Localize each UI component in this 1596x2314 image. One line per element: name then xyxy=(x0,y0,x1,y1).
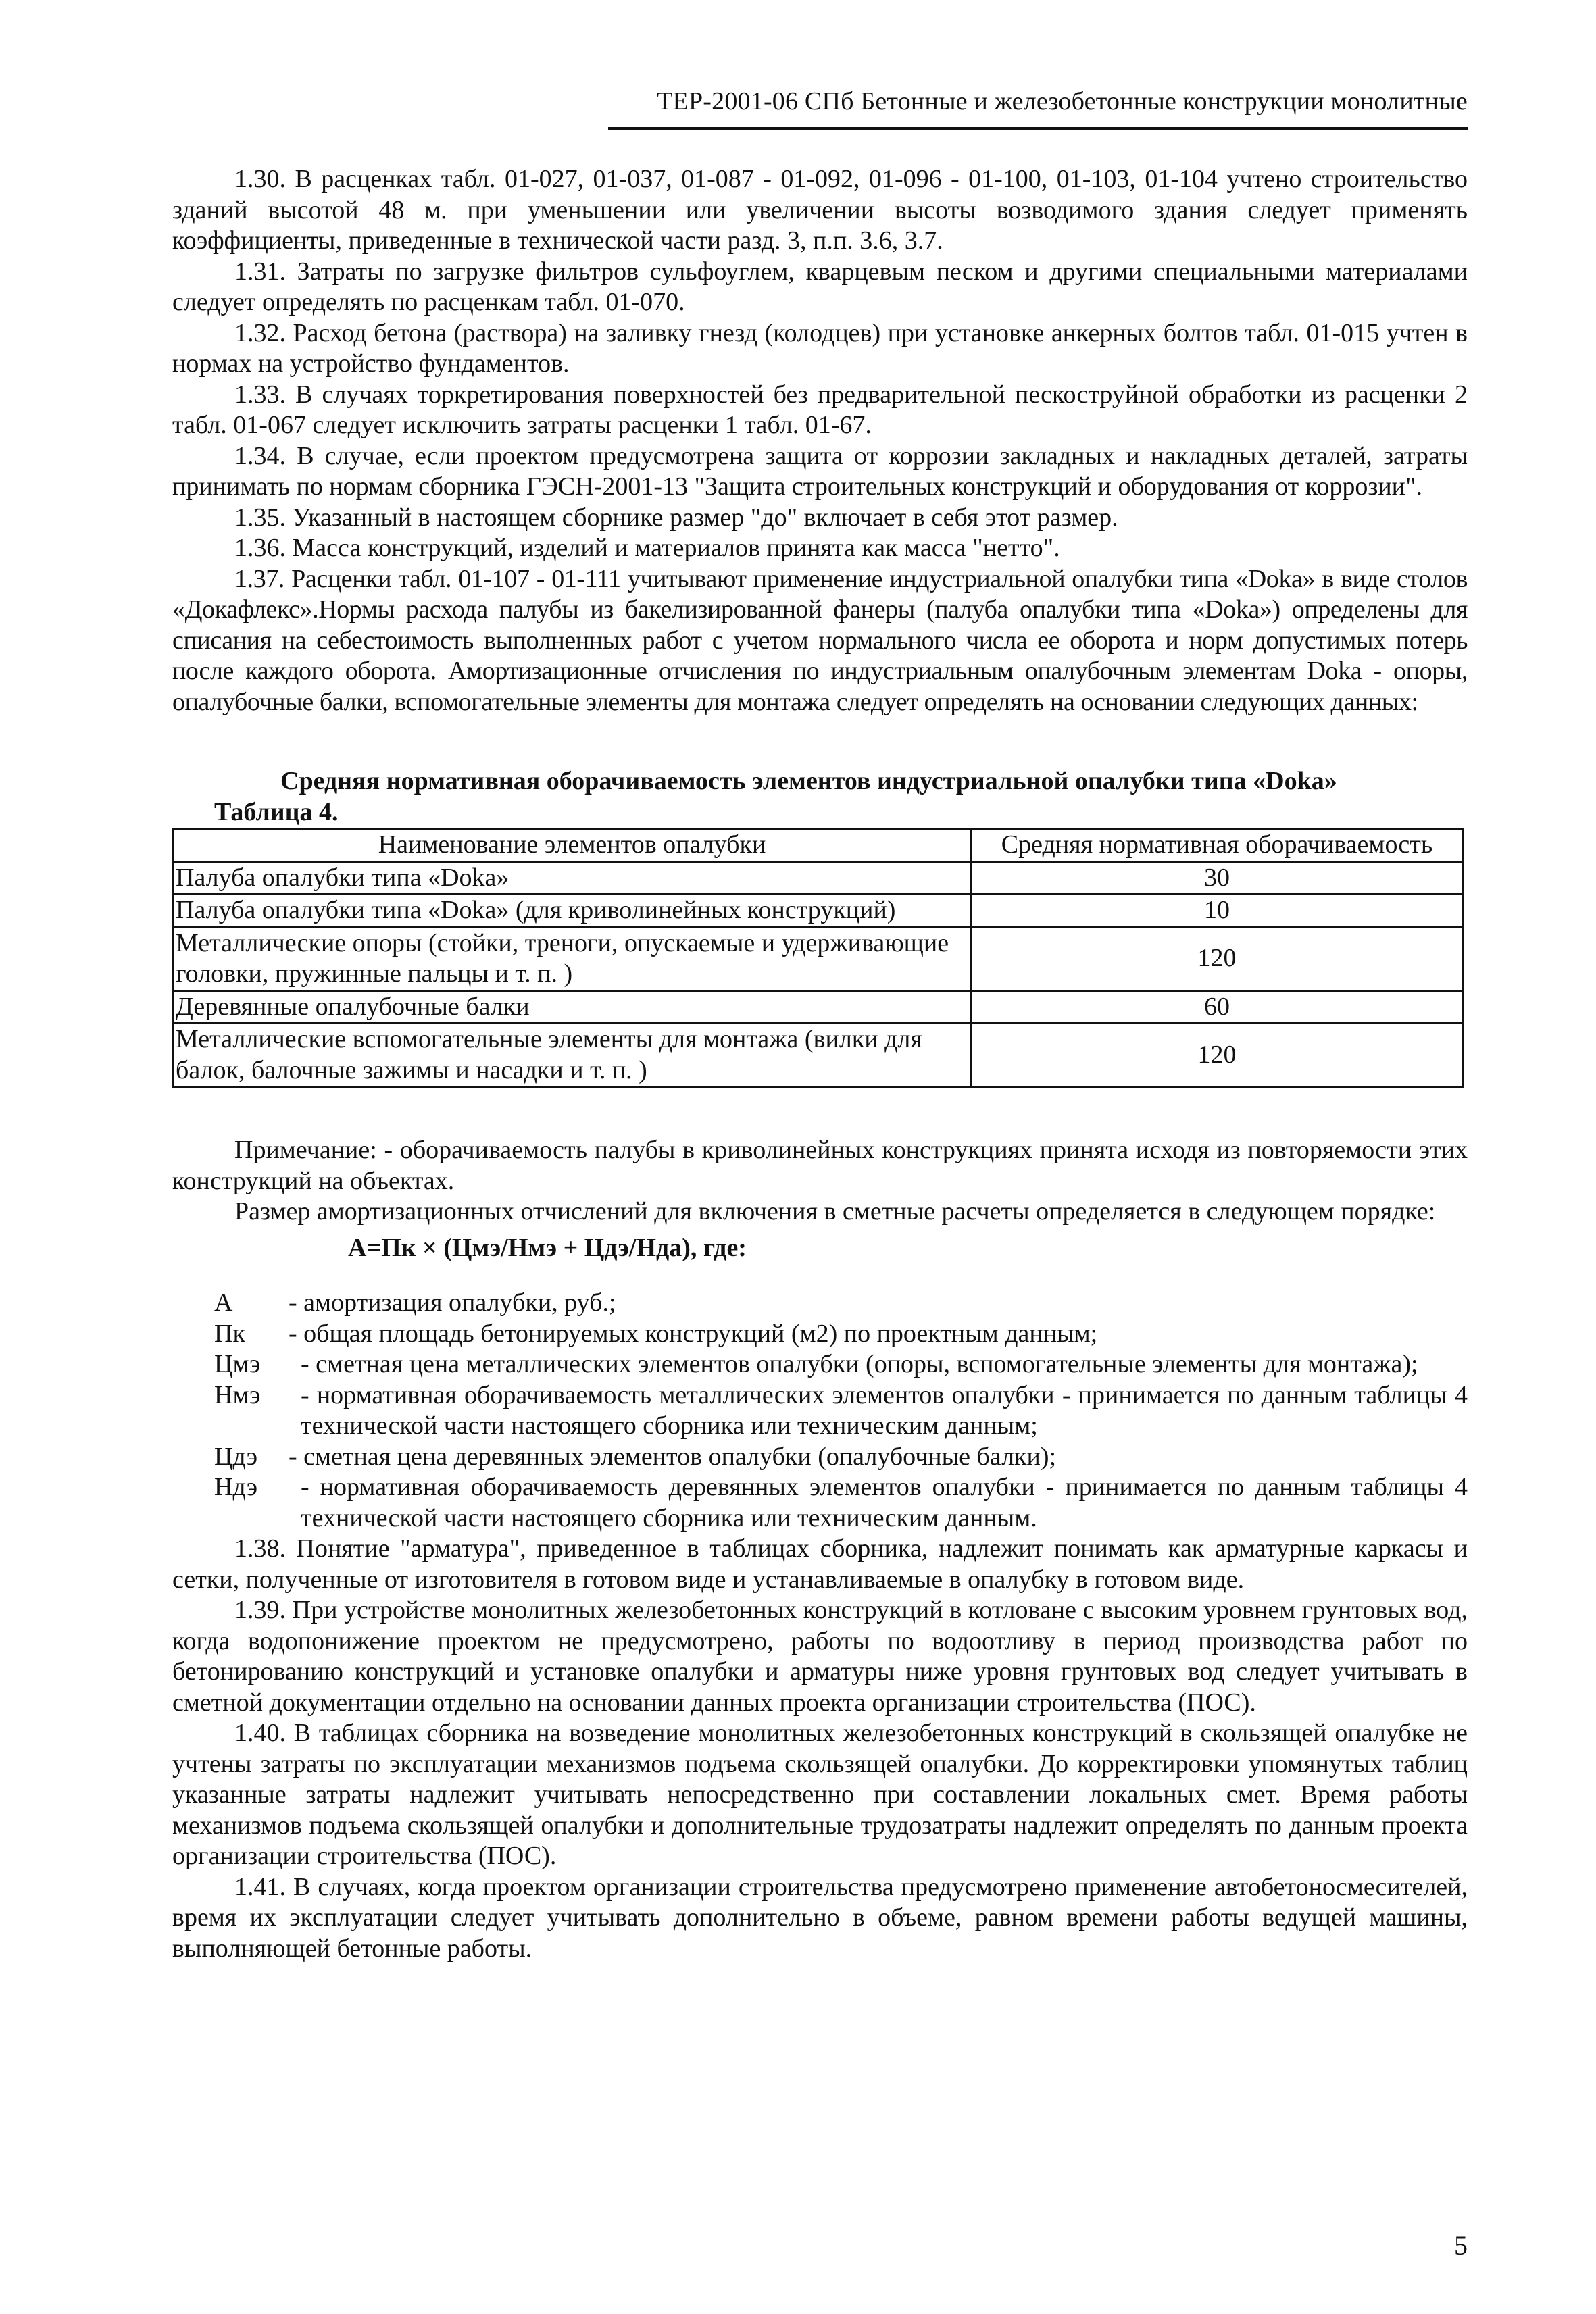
paragraph-1-33: 1.33. В случаях торкретирования поверхностей без предварительной пескоструйной обработки из расценки 2 табл. 01-067 следует исключить затраты расценки 1 табл. 01-67. xyxy=(172,380,1468,439)
definition-text: - нормативная оборачиваемость деревянных элементов опалубки - принимается по данным таблицы 4 технической части настоящего сборника или техническим данным. xyxy=(301,1473,1468,1532)
paragraph-1-34: 1.34. В случае, если проектом предусмотрена защита от коррозии закладных и накладных деталей, затраты принимать по нормам сборника ГЭСН-2001-13 "Защита строительных конструкций и оборудования от коррозии". xyxy=(172,441,1468,501)
definition-text: - нормативная оборачиваемость металлических элементов опалубки - принимается по данным таблицы 4 технической части настоящего сборника или техническим данным; xyxy=(301,1380,1468,1440)
column-header-value: Средняя нормативная оборачиваемость xyxy=(971,829,1464,862)
table-label: Таблица 4. xyxy=(214,797,339,826)
formula-definitions xyxy=(172,1288,1468,1534)
amortization-formula: А=Пк × (Цмэ/Нмэ + Цдэ/Нда), где: xyxy=(348,1233,747,1262)
page-content xyxy=(172,164,1468,1964)
definition-item xyxy=(172,1319,1468,1350)
row-value: 30 xyxy=(971,861,1464,895)
paragraph-1-32: 1.32. Расход бетона (раствора) на заливку гнезд (колодцев) при установке анкерных болтов табл. 01-015 учтен в нормах на устройство фундаментов. xyxy=(172,318,1468,378)
row-name: Деревянные опалубочные балки xyxy=(174,990,971,1024)
definition-item xyxy=(172,1442,1468,1473)
paragraph-1-41: 1.41. В случаях, когда проектом организации строительства предусмотрено применение автобетоносмесителей, время их эксплуатации следует учитывать дополнительно в объеме, равном времени работы ведущей машины, выполняющей бетонные работы. xyxy=(172,1872,1468,1963)
row-value: 120 xyxy=(971,927,1464,990)
table-row xyxy=(174,990,1464,1024)
page-number: 5 xyxy=(1454,2230,1468,2261)
paragraph-1-37: 1.37. Расценки табл. 01-107 - 01-111 учитывают применение индустриальной опалубки типа «Doka» в виде столов «Докафлекс».Нормы расхода палубы из бакелизированной фанеры (палуба опалубки типа «Doka») определены для списания на себестоимость выполненных работ с учетом нормального числа ее оборота и норм допустимых потерь после каждого оборота. Амортизационные отчисления по индустриальным опалубочным элементам Doka - опоры, опалубочные балки, вспомогательные элементы для монтажа следует определять на основании следующих данных: xyxy=(172,564,1468,716)
definition-text: - сметная цена металлических элементов опалубки (опоры, вспомогательные элементы для монтажа); xyxy=(301,1350,1418,1378)
definition-key: А xyxy=(214,1288,233,1317)
paragraph-1-31: 1.31. Затраты по загрузке фильтров сульфоуглем, кварцевым песком и другими специальными материалами следует определять по расценкам табл. 01-070. xyxy=(172,257,1468,316)
table-header-row xyxy=(174,829,1464,862)
table-row xyxy=(174,861,1464,895)
definition-key: Нмэ xyxy=(214,1380,261,1409)
definition-key: Пк xyxy=(214,1319,245,1348)
definition-item xyxy=(172,1288,1468,1319)
table-row xyxy=(174,927,1464,990)
paragraph-1-38: 1.38. Понятие "арматура", приведенное в таблицах сборника, надлежит понимать как арматурные каркасы и сетки, полученные от изготовителя в готовом виде и устанавливаемые в опалубку в готовом виде. xyxy=(172,1534,1468,1594)
paragraph-1-30: 1.30. В расценках табл. 01-027, 01-037, 01-087 - 01-092, 01-096 - 01-100, 01-103, 01-104 учтено строительство зданий высотой 48 м. при уменьшении или увеличении высоты возводимого здания следует применять коэффициенты, приведенные в технической части разд. 3, п.п. 3.6, 3.7. xyxy=(172,165,1468,255)
definition-item xyxy=(172,1472,1468,1534)
row-value: 60 xyxy=(971,990,1464,1024)
table-title: Средняя нормативная оборачиваемость элементов индустриальной опалубки типа «Doka» xyxy=(280,767,1337,795)
definition-text: - амортизация опалубки, руб.; xyxy=(289,1288,616,1317)
header-rule xyxy=(608,127,1468,130)
paragraph-1-35: 1.35. Указанный в настоящем сборнике размер "до" включает в себя этот размер. xyxy=(234,503,1118,532)
row-name: Палуба опалубки типа «Doka» xyxy=(174,861,971,895)
row-value: 120 xyxy=(971,1024,1464,1087)
amortization-intro: Размер амортизационных отчислений для включения в сметные расчеты определяется в следующем порядке: xyxy=(234,1197,1436,1226)
definition-key: Цдэ xyxy=(214,1442,258,1471)
row-name: Палуба опалубки типа «Doka» (для криволинейных конструкций) xyxy=(174,895,971,928)
definition-key: Цмэ xyxy=(214,1350,261,1378)
row-name: Металлические вспомогательные элементы для монтажа (вилки для балок, балочные зажимы и насадки и т. п. ) xyxy=(174,1024,971,1087)
table-row xyxy=(174,1024,1464,1087)
row-name: Металлические опоры (стойки, треноги, опускаемые и удерживающие головки, пружинные пальцы и т. п. ) xyxy=(174,927,971,990)
definition-text: - общая площадь бетонируемых конструкций (м2) по проектным данным; xyxy=(289,1319,1098,1348)
doka-turnover-table xyxy=(172,828,1464,1088)
column-header-name: Наименование элементов опалубки xyxy=(174,829,971,862)
table-note: Примечание: - оборачиваемость палубы в криволинейных конструкциях принята исходя из повторяемости этих конструкций на объектах. xyxy=(172,1136,1468,1195)
paragraph-1-36: 1.36. Масса конструкций, изделий и материалов принята как масса "нетто". xyxy=(234,534,1060,562)
row-value: 10 xyxy=(971,895,1464,928)
running-header: ТЕР-2001-06 СПб Бетонные и железобетонные конструкции монолитные xyxy=(657,87,1468,116)
definition-text: - сметная цена деревянных элементов опалубки (опалубочные балки); xyxy=(289,1442,1057,1471)
table-row xyxy=(174,895,1464,928)
definition-item xyxy=(172,1380,1468,1442)
paragraph-1-40: 1.40. В таблицах сборника на возведение монолитных железобетонных конструкций в скользящей опалубке не учтены затраты по эксплуатации механизмов подъема скользящей опалубки. До корректировки упомянутых таблиц указанные затраты надлежит учитывать непосредственно при составлении локальных смет. Время работы механизмов подъема скользящей опалубки и дополнительные трудозатраты надлежит определять по данным проекта организации строительства (ПОС). xyxy=(172,1719,1468,1870)
paragraph-1-39: 1.39. При устройстве монолитных железобетонных конструкций в котловане с высоким уровнем грунтовых вод, когда водопонижение проектом не предусмотрено, работы по водоотливу в период производства работ по бетонированию конструкций и установке опалубки и арматуры ниже уровня грунтовых вод следует учитывать в сметной документации отдельно на основании данных проекта организации строительства (ПОС). xyxy=(172,1596,1468,1717)
definition-key: Ндэ xyxy=(214,1473,258,1501)
definition-item xyxy=(172,1349,1468,1380)
